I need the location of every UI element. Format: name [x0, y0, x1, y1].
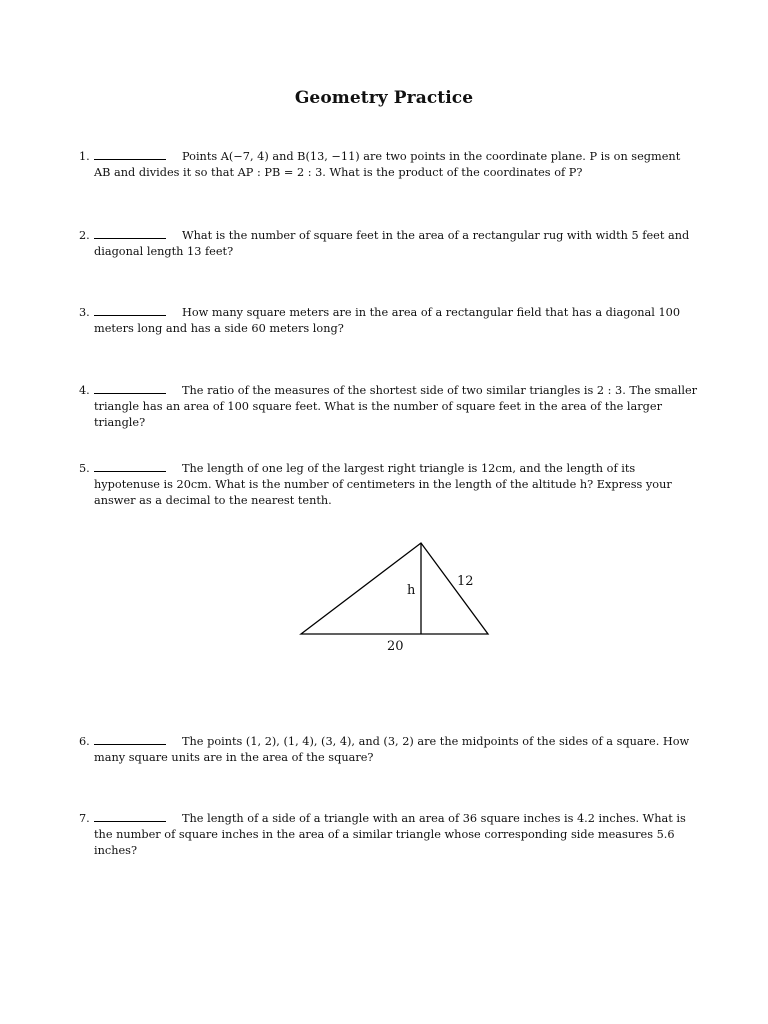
problem-text: What is the number of square feet in the area of a rectangular rug with width 5 feet and diagonal length 13 feet?	[94, 229, 690, 258]
problem-text: The length of a side of a triangle with an area of 36 square inches is 4.2 inches. What is the number of square inches in the area of a similar triangle whose corresponding side measures 5.6 inches?	[94, 812, 686, 857]
problem-text: The points (1, 2), (1, 4), (3, 4), and (3, 2) are the midpoints of the sides of a square. How many square units are in the area of the square?	[94, 735, 690, 764]
problem-text: Points A(−7, 4) and B(13, −11) are two points in the coordinate plane. P is on segment AB and divides it so that AP : PB = 2 : 3. What is the product of the coordinates of P?	[94, 150, 681, 179]
label-h: h	[407, 583, 416, 598]
problem-text: How many square meters are in the area of a rectangular field that has a diagonal 100 meters long and has a side 60 meters long?	[94, 306, 681, 335]
page-title: Geometry Practice	[294, 88, 474, 108]
problem-number: 3.	[79, 306, 90, 319]
problem-number: 1.	[79, 150, 90, 163]
answer-blank[interactable]	[94, 735, 166, 745]
problem-text: The ratio of the measures of the shortest side of two similar triangles is 2 : 3. The smaller triangle has an area of 100 square feet. What is the number of square feet in the area of the larger triangle?	[94, 384, 698, 429]
problem-number: 4.	[79, 384, 90, 397]
problem-number: 2.	[79, 229, 90, 242]
problem-number: 7.	[79, 812, 90, 825]
label-leg: 12	[457, 574, 474, 589]
problem-text: The length of one leg of the largest right triangle is 12cm, and the length of its hypotenuse is 20cm. What is the number of centimeters in the length of the altitude h? Express your answer as a decimal to the nearest tenth.	[94, 462, 672, 507]
problem-number: 6.	[79, 735, 90, 748]
answer-blank[interactable]	[94, 812, 166, 822]
problem-6	[79, 734, 699, 766]
problem-7	[79, 811, 699, 859]
label-base: 20	[387, 639, 404, 654]
problem-number: 5.	[79, 462, 90, 475]
